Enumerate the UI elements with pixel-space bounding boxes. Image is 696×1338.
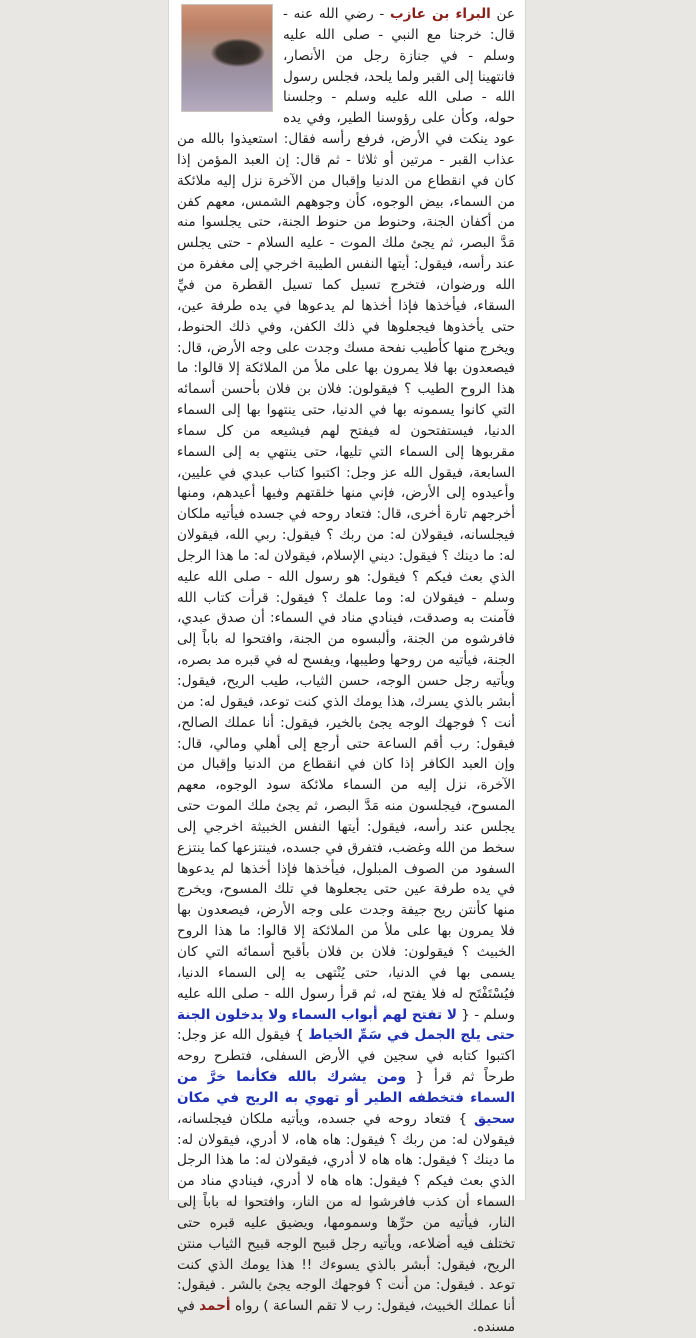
intro-prefix: عن [496, 6, 516, 22]
hadith-text [177, 4, 515, 1338]
quran-verse-1: لا تفتح لهم أبواب السماء ولا يدخلون الجنة حتى يلج الجمل في سَمِّ الخياط [177, 1006, 515, 1044]
quran-verse-2: ومن يشرك بالله فكأنما خرَّ من السماء فتخطفه الطير أو تهوي به الريح في مكان سحيق [177, 1069, 515, 1127]
hadith-part-1: - رضي الله عنه - قال: خرجنا مع النبي - صلى الله عليه وسلم - في جنازة رجل من الأنصار، فانتهينا إلى القبر ولما يلحد، فجلس رسول الله - صلى الله عليه وسلم - وجلسنا حوله، وكأن على رؤوسنا الطير، وفي يده عود ينكت في الأرض، فرفع رأسه فقال: استعيذوا بالله من عذاب القبر - مرتين أو ثلاثا - ثم قال: إن العبد المؤمن إذا كان في انقطاع من الدنيا وإقبال من الآخرة نزل إليه ملائكة من السماء، بيض الوجوه، كأن وجوههم الشمس، معهم كفن من أكفان الجنة، وحنوط من حنوط الجنة، حتى يجلسوا منه مَدَّ البصر، ثم يجئ ملك الموت - عليه السلام - حتى يجلس عند رأسه، فيقول: أيتها النفس الطيبة اخرجي إلى مغفرة من الله ورضوان، فتخرج تسيل كما تسيل القطرة من فيِّ السقاء، فيأخذها فإذا أخذها لم يدعوها في يده طرفة عين، حتى يأخذوها فيجعلوها في ذلك الكفن، وفي ذلك الحنوط، ويخرج منها كأطيب نفحة مسك وجدت على وجه الأرض، قال: فيصعدون بها فلا يمرون بها على ملأ من الملائكة إلا قالوا: ما هذا الروح الطيب ؟ فيقولون: فلان بن فلان بأحسن أسمائه التي كانوا يسمونه بها في الدنيا، حتى ينتهوا بها إلى السماء الدنيا، فيستفتحون له فيفتح لهم فيشيعه من كل سماء مقربوها إلى السماء التي تليها، حتى ينتهي به إلى السماء السابعة، فيقول الله عز وجل: اكتبوا كتاب عبدي في عليين، وأعيدوه إلى الأرض، فإني منها خلقتهم وفيها أعيدهم، ومنها أخرجهم تارة أخرى، قال: فتعاد روحه في جسده فيأتيه ملكان فيجلسانه، فيقولان له: من ربك ؟ فيقول: ربي الله، فيقولان له: ما دينك ؟ فيقول: ديني الإسلام، فيقولان له: ما هذا الرجل الذي بعث فيكم ؟ فيقول: هو رسول الله - صلى الله عليه وسلم - فيقولان له: وما علمك ؟ فيقول: قرأت كتاب الله فآمنت به وصدقت، فينادي مناد في السماء: أن صدق عبدي، فافرشوه من الجنة، وألبسوه من الجنة، وافتحوا له باباً إلى الجنة، فيأتيه من روحها وطيبها، ويفسح له في قبره مد بصره، ويأتيه رجل حسن الوجه، حسن الثياب، طيب الريح، فيقول: أبشر بالذي يسرك، هذا يومك الذي كنت توعد، فيقول له: من أنت ؟ فوجهك الوجه يجئ بالخير، فيقول: أنا عملك الصالح، فيقول: رب أقم الساعة حتى أرجع إلى أهلي ومالي، قال: وإن العبد الكافر إذا كان في انقطاع من الدنيا وإقبال من الآخرة، نزل إليه من السماء ملائكة سود الوجوه، معهم المسوح، فيجلسون منه مَدَّ البصر، ثم يجئ ملك الموت حتى يجلس عند رأسه، فيقول: أيتها النفس الخبيثة اخرجي إلى سخط من الله وغضب، فتفرق في جسده، فينتزعها كما ينتزع السفود من الصوف المبلول، فيأخذها فإذا أخذها لم يدعوها في يده طرفة عين حتى يجعلوها في تلك المسوح، ويخرج منها كأنتن ريح جيفة وجدت على وجه الأرض، فيصعدون بها فلا يمرون بها على ملأ من الملائكة إلا قالوا: ما هذا الروح الخبيث ؟ فيقولون: فلان بن فلان بأقبح أسمائه التي كان يسمى بها في الدنيا، حتى يُنْتهى به إلى السماء الدنيا، فيُسْتَفْتَح له فلا يفتح له، ثم قرأ رسول الله - صلى الله عليه وسلم - { [177, 6, 515, 1023]
narrator-name: البراء بن عازب [390, 6, 491, 22]
hadith-part-2: } فيقول الله عز وجل: اكتبوا كتابه في سجين في الأرض السفلى، فتطرح روحه طرحاً ثم قرأ { [177, 1027, 516, 1086]
article-column [168, 0, 526, 1336]
hadith-part-3: } فتعاد روحه في جسده، ويأتيه ملكان فيجلسانه، فيقولان له: من ربك ؟ فيقول: هاه هاه، لا أدري، فيقولان له: ما دينك ؟ فيقول: هاه هاه لا أدري، فيقولان له: ما هذا الرجل الذي بعث فيكم ؟ فيقول: هاه هاه لا أدري، فينادي مناد من السماء أن كذب فافرشوا له من النار، وافتحوا له باباً إلى النار، فيأتيه من حرِّها وسمومها، ويضيق عليه قبره حتى تختلف فيه أضلاعه، ويأتيه رجل قبيح الوجه قبيح الثياب منتن الريح، فيقول: أبشر بالذي يسوءك !! هذا يومك الذي كنت توعد . فيقول: من أنت ؟ فوجهك الوجه يجئ بالشر . فيقول: أنا عملك الخبيث، فيقول: رب لا تقم الساعة ) رواه [177, 1110, 515, 1315]
grave-photo [181, 4, 273, 112]
hadith-part-4: في مسنده. [177, 1298, 515, 1336]
imam-name: أحمد [199, 1298, 231, 1315]
